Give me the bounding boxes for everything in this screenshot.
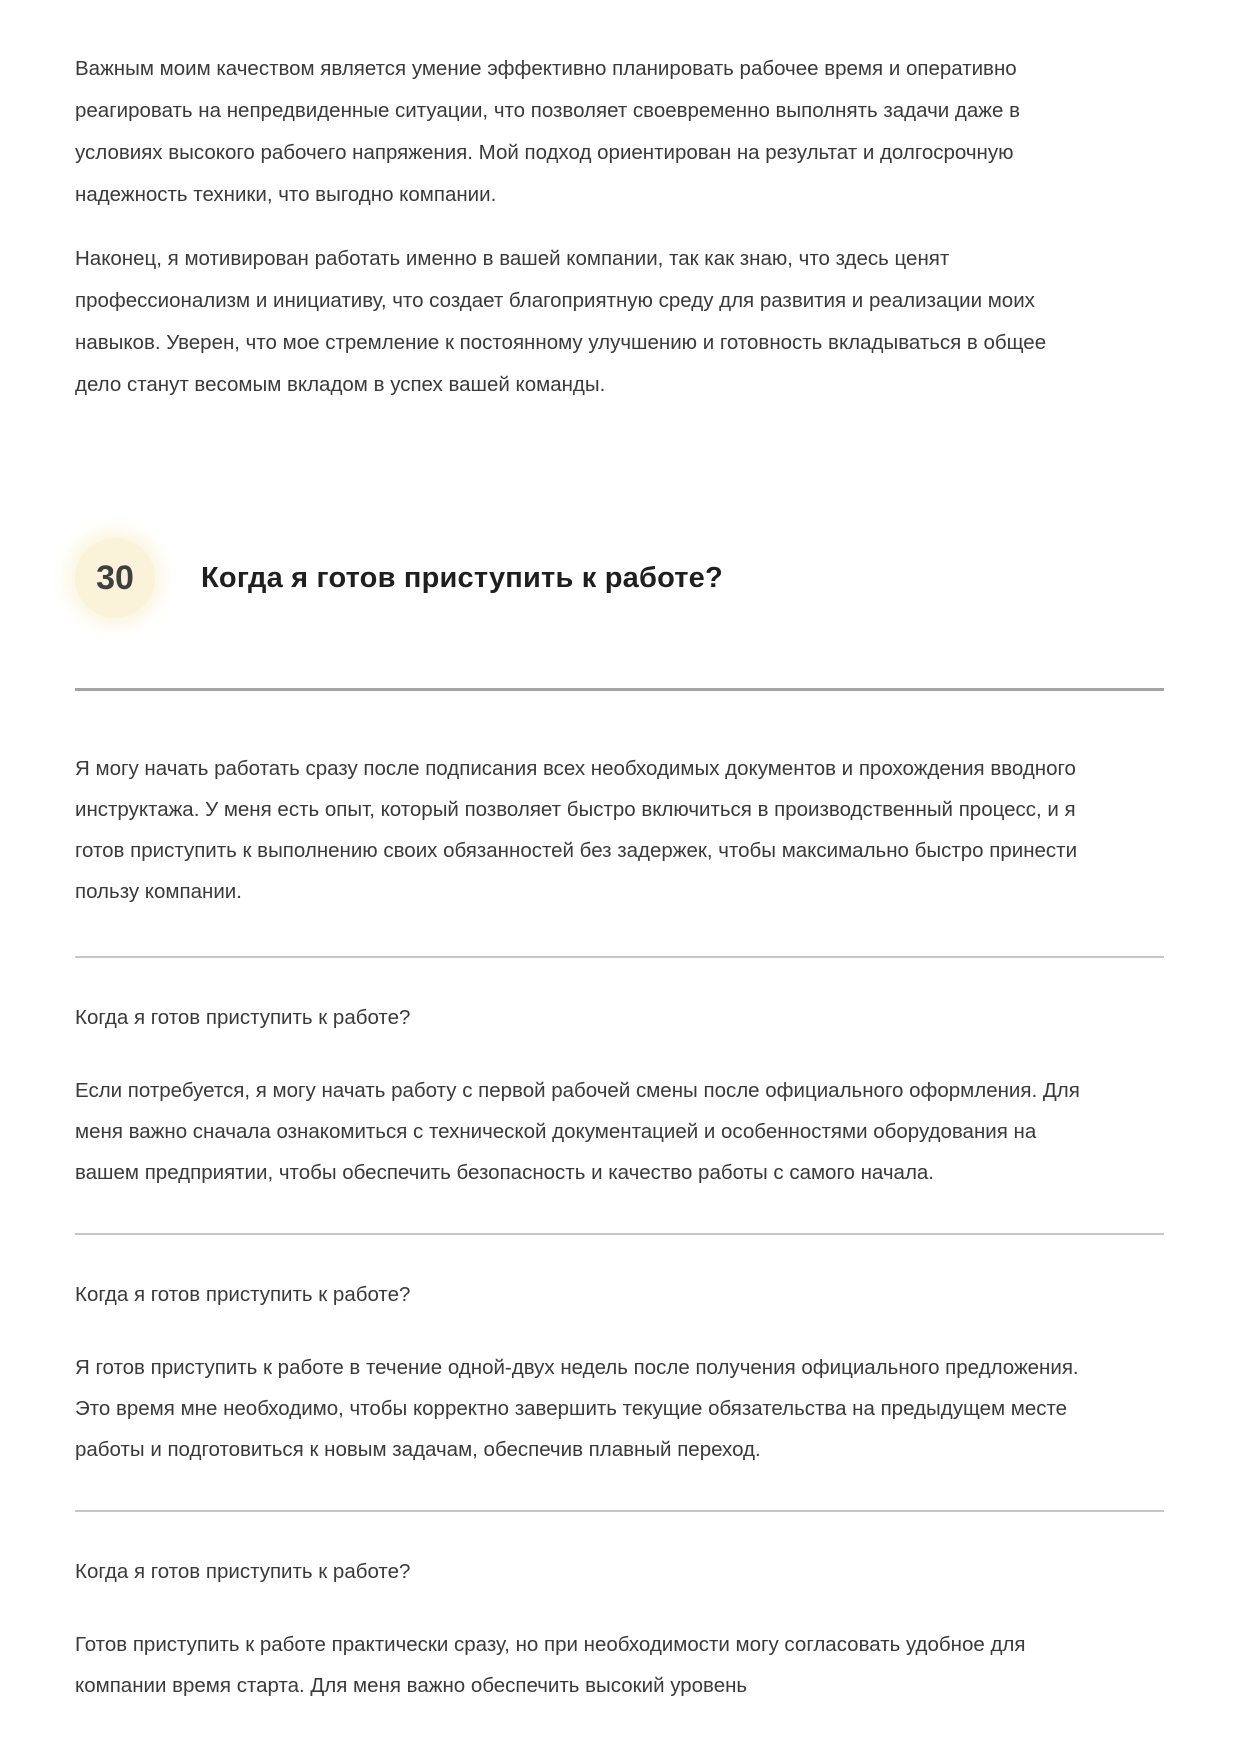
qa-answer: Готов приступить к работе практически сразу, но при необходимости могу согласовать удобное для компании время старта. Для меня важно обеспечить высокий уровень bbox=[75, 1633, 1026, 1697]
qa-list bbox=[75, 956, 1164, 1746]
qa-answer: Если потребуется, я могу начать работу с первой рабочей смены после официального оформления. Для меня важно сначала ознакомиться с технической документацией и особенностями оборудования на вашем предприятии, чтобы обеспечить безопасность и качество работы с самого начала. bbox=[75, 1079, 1080, 1184]
intro-section bbox=[75, 0, 1164, 406]
qa-question: Когда я готов приступить к работе? bbox=[75, 1283, 411, 1306]
section-number: 30 bbox=[96, 558, 134, 597]
document-page bbox=[75, 0, 1164, 1746]
section-header bbox=[75, 538, 1164, 618]
intro-paragraph: Важным моим качеством является умение эффективно планировать рабочее время и оперативно реагировать на непредвиденные ситуации, что позволяет своевременно выполнять задачи даже в условиях высокого рабочего напряжения. Мой подход ориентирован на результат и долгосрочную надежность техники, что выгодно компании. bbox=[75, 57, 1020, 206]
qa-block bbox=[75, 1510, 1164, 1746]
qa-answer: Я готов приступить к работе в течение одной-двух недель после получения официального предложения. Это время мне необходимо, чтобы корректно завершить текущие обязательства на предыдущем месте работы и подготовиться к новым задачам, обеспечив плавный переход. bbox=[75, 1356, 1079, 1461]
intro-paragraph: Наконец, я мотивирован работать именно в вашей компании, так как знаю, что здесь ценят профессионализм и инициативу, что создает благоприятную среду для развития и реализации моих навыков. Уверен, что мое стремление к постоянному улучшению и готовность вкладываться в общее дело станут весомым вкладом в успех вашей команды. bbox=[75, 247, 1047, 396]
qa-question: Когда я готов приступить к работе? bbox=[75, 1560, 411, 1583]
qa-block bbox=[75, 956, 1164, 1233]
section-title: Когда я готов приступить к работе? bbox=[201, 561, 723, 594]
section-number-badge bbox=[75, 538, 155, 618]
section-title-divider bbox=[75, 688, 1164, 691]
qa-block bbox=[75, 1233, 1164, 1510]
section-lead-paragraph: Я могу начать работать сразу после подписания всех необходимых документов и прохождения вводного инструктажа. У меня есть опыт, который позволяет быстро включиться в производственный процесс, и я готов приступить к выполнению своих обязанностей без задержек, чтобы максимально быстро принести пользу компании. bbox=[75, 757, 1078, 903]
qa-question: Когда я готов приступить к работе? bbox=[75, 1006, 411, 1029]
